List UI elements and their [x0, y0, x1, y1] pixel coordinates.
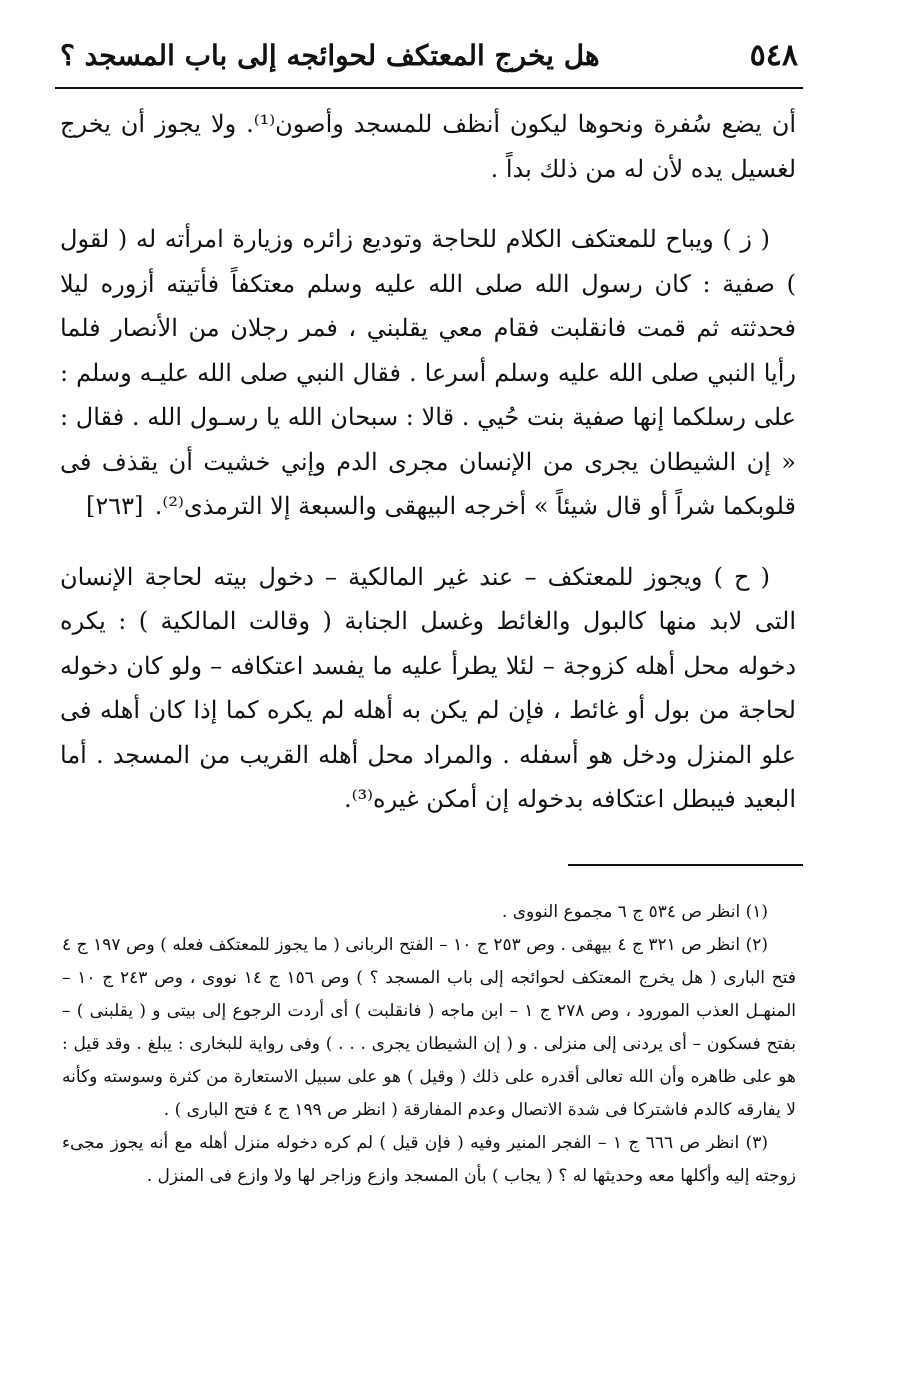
header-rule	[55, 87, 803, 89]
running-title: هل يخرج المعتكف لحوائجه إلى باب المسجد ؟	[60, 38, 600, 72]
paragraph-1: أن يضع سُفرة ونحوها ليكون أنظف للمسجد وأصون⁽¹⁾. ولا يجوز أن يخرج لغسيل يده لأن له من ذلك بداً .	[60, 110, 796, 183]
hadith-number: [٢٦٣]	[86, 492, 144, 520]
paragraph-3: ( ح ) ويجوز للمعتكف – عند غير المالكية – دخول بيته لحاجة الإنسان التى لابد منها كالبول والغائط وغسل الجنابة ( وقالت المالكية ) : يكره دخوله محل أهله كزوجة – لئلا يطرأ عليه ما يفسد اعتكافه – ولو كان دخوله لحاجة من بول أو غائط ، فإن لم يكن به أهله لم يكره كما إذا كان أهله فى علو المنزل ودخل هو أسفله . والمراد محل أهله القريب من المسجد . أما البعيد فيبطل اعتكافه بدخوله إن أمكن غيره⁽³⁾.	[60, 562, 797, 813]
page-header	[60, 30, 798, 80]
paragraph-2	[60, 217, 796, 529]
page-number: ٥٤٨	[749, 37, 798, 73]
paragraph-2-text: ( ز ) ويباح للمعتكف الكلام للحاجة وتوديع زائره وزيارة امرأته له ( لقول ) صفية : كان رسول الله صلى الله عليه وسلم معتكفاً فأتيته أزوره ليلا فحدثته ثم قمت فانقلبت فقام معي يقلبني ، فمر رجلان من الأنصار فلما رأيا النبي صلى الله عليه وسلم أسرعا . فقال النبي صلى الله عليـه وسلم : على رسلكما إنها صفية بنت حُيي . قالا : سبحان الله يا رسـول الله . فقال : « إن الشيطان يجرى من الإنسان مجرى الدم وإني خشيت أن يقذف فى قلوبكما شراً أو قال شيئاً » أخرجه البيهقى والسبعة إلا الترمذى⁽²⁾.	[60, 225, 796, 520]
footnote-1: (١) انظر ص ٥٣٤ ج ٦ مجموع النووى .	[501, 902, 768, 922]
footnote-rule	[568, 864, 803, 866]
footnotes	[62, 896, 796, 1193]
footnote-2: (٢) انظر ص ٣٢١ ج ٤ بيهقى . وص ٢٥٣ ج ١٠ – الفتح الربانى ( ما يجوز للمعتكف فعله ) وص ١٩٧ ج ٤ فتح البارى ( هل يخرج المعتكف لحوائجه إلى باب المسجد ؟ ) وص ١٥٦ ج ١٤ نووى ، وص ٢٤٣ ج ١٠ – المنهـل العذب المورود ، وص ٢٧٨ ج ١ – ابن ماجه ( فانقلبت ) أى أردت الرجوع إلى بيتى و ( يقلبنى ) – بفتح فسكون – أى يردنى إلى منزلى . و ( إن الشيطان يجرى . . . ) وفى رواية للبخارى : يبلغ . وقد قيل : هو على ظاهره وأن الله تعالى أقدره على ذلك ( وقيل ) هو على سبيل الاستعارة من كثرة وسوسته وكأنه لا يفارقه كالدم فاشتركا فى شدة الاتصال وعدم المفارقة ( انظر ص ١٩٩ ج ٤ فتح البارى ) .	[62, 935, 797, 1120]
main-text	[60, 102, 796, 822]
footnote-3: (٣) انظر ص ٦٦٦ ج ١ – الفجر المنير وفيه ( فإن قيل ) لم كره دخوله منزل أهله مع أنه يجوز مجىء زوجته إليه وأكلها معه وحديثها له ؟ ( يجاب ) بأن المسجد وازع وزاجر لها ولا وازع فى المنزل .	[62, 1133, 796, 1186]
